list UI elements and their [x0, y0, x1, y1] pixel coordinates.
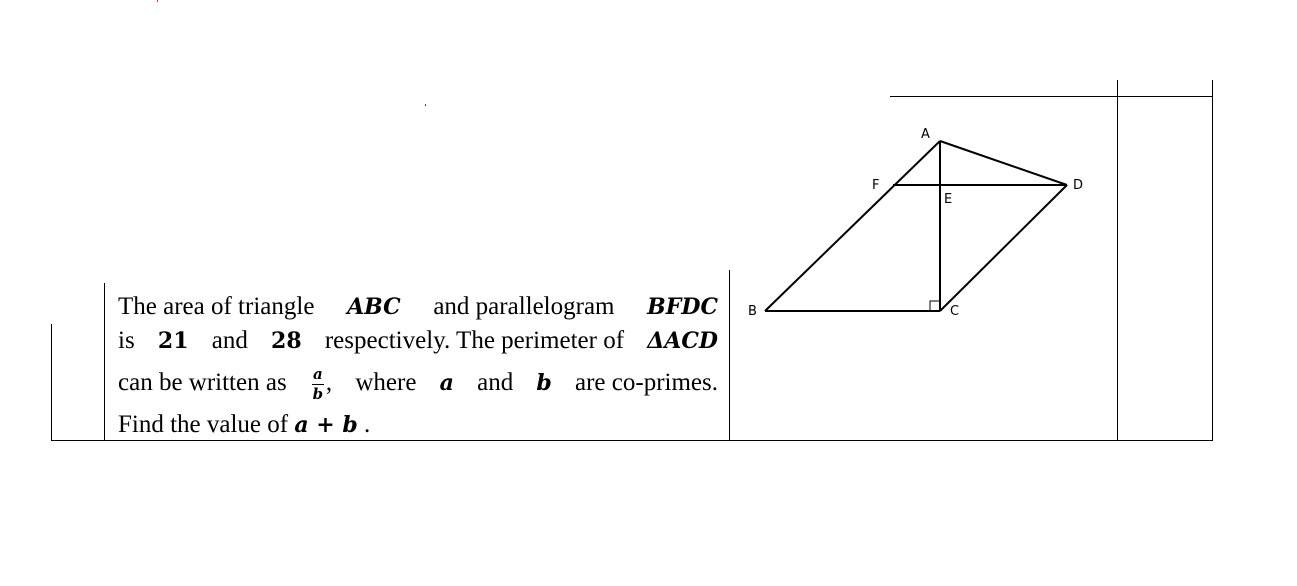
right-angle-mark	[930, 301, 940, 311]
text-segment: are co-primes.	[575, 369, 718, 396]
value-28: 28	[271, 328, 302, 354]
label-b: B	[748, 304, 757, 319]
math-triangle-acd: ΔACD	[647, 328, 718, 354]
label-c: C	[950, 304, 960, 319]
text-segment: can be written as	[118, 369, 287, 396]
fraction-denominator: b	[312, 384, 324, 403]
text-segment: and	[477, 369, 514, 396]
text-segment: respectively. The perimeter of	[324, 327, 625, 354]
math-bfdc: BFDC	[647, 294, 718, 320]
text-segment: The area of triangle	[118, 293, 315, 320]
math-abc: ABC	[347, 294, 401, 320]
math-a: a	[439, 370, 454, 396]
fraction-numerator: a	[313, 364, 323, 383]
segment-dc	[940, 185, 1067, 311]
comma: ,	[325, 369, 333, 396]
label-f: F	[872, 178, 880, 193]
label-d: D	[1073, 178, 1084, 193]
text-segment: where	[355, 369, 417, 396]
segment-ba	[765, 141, 940, 311]
value-21: 21	[157, 328, 189, 354]
segment-ad	[940, 141, 1067, 185]
text-segment: Find the value of	[118, 411, 289, 438]
math-b: b	[536, 370, 552, 396]
math-a-plus-b: a + b	[294, 412, 358, 438]
label-e: E	[944, 192, 953, 207]
text-segment: and	[211, 327, 248, 354]
text-segment: and parallelogram	[433, 293, 615, 320]
text-segment: is	[118, 327, 135, 354]
period: .	[364, 411, 371, 438]
label-a: A	[921, 127, 930, 142]
